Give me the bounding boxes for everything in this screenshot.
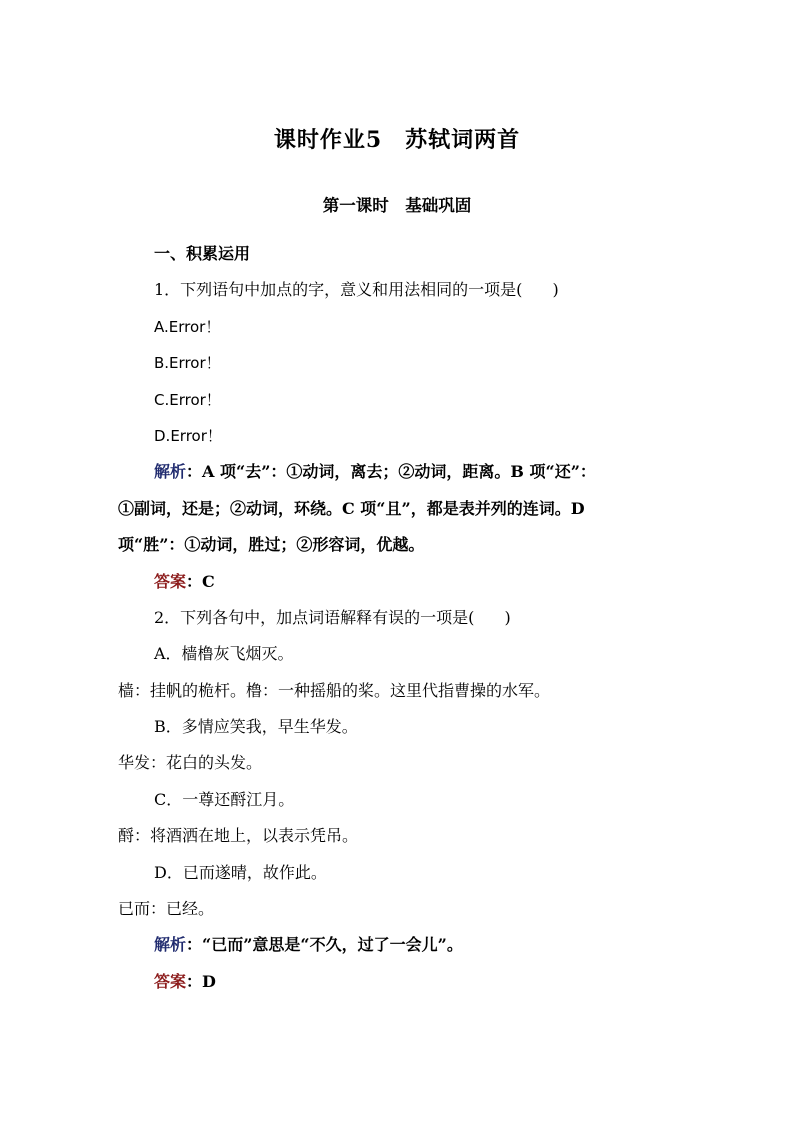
question-2-stem-text: 2．下列各句中，加点词语解释有误的一项是( [154, 607, 475, 627]
question-1-analysis-line-2: ①副词，还是；②动词，环绕。C 项“且”，都是表并列的连词。D [118, 498, 585, 518]
answer-value: ：D [186, 971, 216, 991]
document-body [118, 236, 678, 1000]
question-1-option-b: B.Error！ [154, 354, 221, 373]
question-2-stem [118, 600, 678, 636]
question-2-option-a: A．樯橹灰飞烟灭。 [154, 644, 294, 664]
answer-value: ：C [186, 571, 215, 591]
question-2-option-c: C．一尊还酹江月。 [154, 789, 295, 809]
question-1-option-c: C.Error！ [154, 390, 221, 409]
question-2-explain-c: 酹：将酒洒在地上，以表示凭吊。 [118, 826, 359, 846]
analysis-text: ：“已而”意思是“不久，过了一会儿”。 [186, 935, 463, 955]
question-1-stem-end: ) [552, 280, 559, 300]
question-2-analysis [118, 927, 678, 963]
question-1-analysis-line-1 [118, 454, 678, 490]
question-1-answer [118, 564, 678, 600]
question-2-answer [118, 964, 678, 1000]
question-2-explain-d: 已而：已经。 [118, 899, 215, 919]
page-subtitle: 第一课时 基础巩固 [322, 196, 472, 215]
question-1-stem-text: 1．下列语句中加点的字，意义和用法相同的一项是( [154, 280, 523, 300]
question-2-option-b: B．多情应笑我，早生华发。 [154, 717, 358, 737]
question-1-stem [118, 272, 678, 308]
question-1-analysis-line-3: 项“胜”：①动词，胜过；②形容词，优越。 [118, 535, 425, 555]
question-2-option-d: D．已而遂晴，故作此。 [154, 862, 327, 882]
answer-label: 答案 [154, 571, 187, 591]
question-2-stem-end: ) [504, 607, 511, 627]
analysis-label: 解析 [154, 935, 187, 955]
analysis-label: 解析 [154, 462, 187, 482]
question-2-explain-b: 华发：花白的头发。 [118, 753, 263, 773]
analysis-text: ：A 项“去”：①动词，离去；②动词，距离。B 项“还”： [186, 462, 596, 482]
page-title: 课时作业5 苏轼词两首 [273, 127, 521, 153]
question-2-explain-a: 樯：挂帆的桅杆。橹：一种摇船的桨。这里代指曹操的水军。 [118, 680, 551, 700]
question-1-option-d: D.Error！ [154, 426, 222, 445]
section-heading: 一、积累运用 [154, 244, 251, 263]
answer-label: 答案 [154, 971, 187, 991]
question-1-option-a: A.Error！ [154, 317, 221, 336]
